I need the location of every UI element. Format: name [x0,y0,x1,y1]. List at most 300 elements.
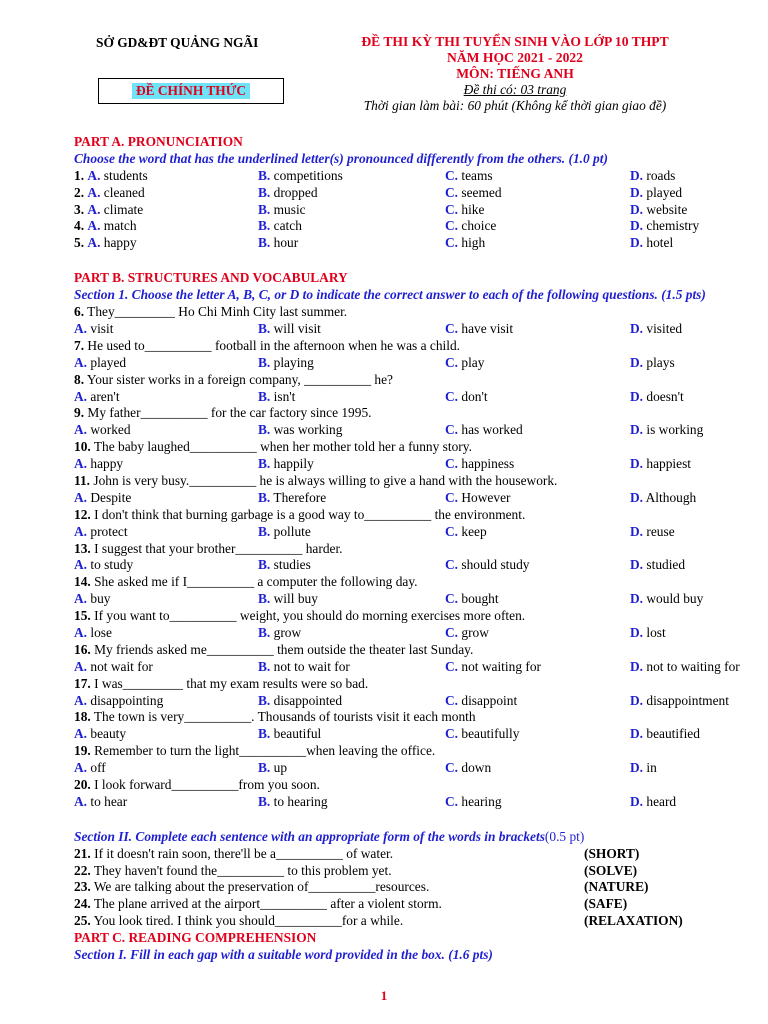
option-text: disappoint [461,692,518,708]
option-letter: D. [630,167,644,183]
option-a [74,726,126,743]
option-d [630,693,729,710]
option-text: have visit [461,320,514,336]
option-text: is working [646,422,704,438]
option-b [258,591,318,608]
department-name: SỞ GD&ĐT QUẢNG NGÃI [96,35,259,50]
option-a [74,218,137,235]
option-letter: B. [258,591,271,607]
option-letter: B. [258,793,271,809]
option-a [74,760,106,777]
option-d [630,389,684,406]
option-letter: D. [630,793,644,809]
option-letter: A. [74,726,88,742]
option-row [74,185,764,202]
part-b-title: PART B. STRUCTURES AND VOCABULARY [74,270,348,286]
page-count: Đề thi có: 03 trang [463,82,567,97]
option-row [74,794,764,811]
option-letter: A. [74,354,88,370]
option-letter: C. [445,793,459,809]
option-text: happy [103,235,137,251]
subject: MÔN: TIẾNG ANH [456,66,574,81]
option-b [258,693,342,710]
option-text: aren't [90,388,120,404]
option-d [630,591,703,608]
option-letter: C. [445,354,459,370]
option-letter: B. [258,624,271,640]
option-c [445,693,517,710]
question-number: 12. [74,506,91,522]
option-text: hotel [646,235,674,251]
section2-instruction [74,829,764,846]
option-text: lost [646,624,666,640]
question-number: 1. [74,167,85,183]
option-text: happy [90,456,124,472]
option-letter: B. [258,218,271,234]
option-letter: D. [630,523,644,539]
option-b [258,625,301,642]
option-c [445,591,499,608]
option-text: worked [90,422,131,438]
option-c [445,760,491,777]
option-a [74,168,148,185]
question-text: I look forward__________from you soon. [94,776,320,792]
option-row [74,321,764,338]
word-hint: (SOLVE) [584,862,638,878]
option-text: has worked [461,422,523,438]
question-number: 11. [74,472,90,488]
word-form-row [74,879,764,896]
option-c [445,202,484,219]
question-number: 24. [74,896,91,912]
option-letter: A. [74,760,88,776]
option-letter: B. [258,760,271,776]
question-stem [74,676,764,693]
option-letter: B. [258,388,271,404]
question-number: 10. [74,439,91,455]
option-letter: C. [445,523,459,539]
word-form-row [74,846,764,863]
option-letter: D. [630,692,644,708]
option-text: not to wait for [273,658,350,674]
question-number: 15. [74,608,91,624]
option-text: isn't [273,388,296,404]
option-letter: C. [445,167,459,183]
option-text: beauty [90,726,127,742]
option-row [74,456,764,473]
section2-instruction-text: Section II. Complete each sentence with an appropriate form of the words in brackets [74,828,545,844]
option-text: teams [461,167,493,183]
part-c-section1-instruction: Section I. Fill in each gap with a suitable word provided in the box. (1.6 pts) [74,947,493,963]
multiple-choice-questions [74,304,764,811]
option-a [74,235,137,252]
option-c [445,185,502,202]
option-c [445,355,484,372]
option-letter: D. [630,354,644,370]
question-number: 17. [74,675,91,691]
question-text: You look tired. I think you should__________for a while. [93,913,404,929]
question-number: 3. [74,201,85,217]
option-text: disappointed [273,692,343,708]
part-a-instruction: Choose the word that has the underlined letter(s) pronounced differently from the others. (1.0 pt) [74,150,608,166]
option-letter: B. [258,354,271,370]
option-text: buy [90,591,111,607]
option-d [630,524,675,541]
option-letter: A. [74,793,88,809]
option-text: up [273,760,288,776]
option-letter: C. [445,422,459,438]
option-letter: B. [258,557,271,573]
option-letter: D. [630,456,644,472]
option-row [74,693,764,710]
option-row [74,235,764,252]
option-a [74,625,112,642]
question-number: 4. [74,218,85,234]
option-text: not to waiting for [646,658,740,674]
option-text: studied [646,557,686,573]
option-a [74,321,113,338]
question-stem [74,574,764,591]
option-c [445,218,496,235]
option-letter: A. [74,557,88,573]
time-limit: Thời gian làm bài: 60 phút (Không kể thời gian giao đề) [363,98,667,113]
option-row [74,760,764,777]
official-label: ĐỀ CHÍNH THỨC [132,83,250,99]
option-row [74,659,764,676]
option-text: keep [461,523,487,539]
option-text: website [646,201,688,217]
option-text: happiest [646,456,692,472]
question-number: 20. [74,776,91,792]
word-form-row [74,863,764,880]
part-c-title: PART C. READING COMPREHENSION [74,930,317,946]
option-text: beautified [646,726,700,742]
option-text: beautiful [273,726,322,742]
option-a [74,591,110,608]
option-text: happily [273,456,314,472]
question-text: They haven't found the__________ to this problem yet. [93,862,392,878]
option-text: playing [273,354,314,370]
option-letter: B. [258,167,271,183]
question-number: 18. [74,709,91,725]
question-text: She asked me if I__________ a computer the following day. [94,574,418,590]
option-letter: B. [258,658,271,674]
option-d [630,235,673,252]
question-text: If you want to__________ weight, you should do morning exercises more often. [94,608,526,624]
option-b [258,389,295,406]
option-letter: A. [74,624,88,640]
option-row [74,591,764,608]
option-letter: B. [258,692,271,708]
option-letter: D. [630,218,644,234]
option-letter: A. [74,658,88,674]
option-c [445,321,513,338]
option-d [630,760,657,777]
option-text: to hearing [273,793,328,809]
option-text: don't [461,388,488,404]
option-a [74,490,131,507]
option-text: Despite [90,489,132,505]
option-text: plays [646,354,675,370]
option-text: Therefore [273,489,327,505]
option-text: high [461,235,486,251]
option-d [630,794,676,811]
part-a-title: PART A. PRONUNCIATION [74,134,243,149]
option-text: not waiting for [461,658,541,674]
option-c [445,389,488,406]
option-letter: C. [445,624,459,640]
option-letter: A. [87,201,101,217]
option-b [258,524,311,541]
option-text: hike [461,201,485,217]
option-text: grow [273,624,302,640]
option-letter: B. [258,201,271,217]
option-a [74,389,120,406]
option-b [258,659,350,676]
question-text: John is very busy.__________ he is always willing to give a hand with the housework. [93,472,558,488]
question-text: We are talking about the preservation of__________resources. [93,879,430,895]
option-d [630,218,699,235]
question-stem [74,608,764,625]
option-text: played [90,354,127,370]
official-stamp-box [98,78,284,104]
question-text: I don't think that burning garbage is a good way to__________ the environment. [94,506,526,522]
question-number: 19. [74,743,91,759]
option-letter: D. [630,422,644,438]
question-text: The baby laughed__________ when her mother told her a funny story. [93,439,472,455]
option-letter: A. [87,184,101,200]
word-hint: (SHORT) [584,845,640,861]
option-letter: C. [445,218,459,234]
option-letter: C. [445,184,459,200]
option-b [258,422,342,439]
option-row [74,355,764,372]
section2-points: (0.5 pt) [544,828,585,844]
option-letter: B. [258,320,271,336]
question-stem [74,743,764,760]
option-a [74,524,128,541]
option-letter: B. [258,489,271,505]
question-stem [74,541,764,558]
option-a [74,794,127,811]
option-d [630,490,696,507]
option-text: hearing [461,793,502,809]
option-letter: A. [74,388,88,404]
option-letter: A. [74,523,88,539]
option-text: reuse [646,523,675,539]
option-b [258,321,321,338]
option-text: music [273,201,306,217]
option-b [258,185,318,202]
option-letter: A. [74,591,88,607]
option-c [445,490,510,507]
option-text: will visit [273,320,321,336]
question-stem [74,642,764,659]
word-hint: (NATURE) [584,879,649,895]
option-d [630,168,675,185]
question-stem [74,507,764,524]
option-a [74,202,143,219]
question-number: 7. [74,337,85,353]
option-letter: C. [445,557,459,573]
question-text: My friends asked me__________ them outside the theater last Sunday. [94,641,474,657]
option-text: in [646,760,657,776]
option-text: down [461,760,492,776]
option-text: chemistry [646,218,700,234]
option-letter: C. [445,456,459,472]
question-text: I was_________ that my exam results were so bad. [94,675,369,691]
option-letter: A. [87,167,101,183]
section1-instruction: Section 1. Choose the letter A, B, C, or D to indicate the correct answer to each of the following questions. (1.5 pts) [74,287,706,303]
option-letter: C. [445,726,459,742]
question-stem [74,709,764,726]
option-text: visit [90,320,114,336]
option-d [630,422,703,439]
option-a [74,355,126,372]
option-d [630,321,682,338]
option-letter: A. [87,235,101,251]
option-letter: A. [74,320,88,336]
question-number: 5. [74,235,85,251]
option-letter: D. [630,184,644,200]
option-a [74,185,145,202]
exam-title: ĐỀ THI KỲ THI TUYỂN SINH VÀO LỚP 10 THPT [361,34,669,49]
option-text: heard [646,793,677,809]
option-b [258,355,314,372]
question-text: The plane arrived at the airport__________ after a violent storm. [93,896,442,912]
option-letter: B. [258,726,271,742]
question-text: If it doesn't rain soon, there'll be a__________ of water. [94,845,394,861]
option-c [445,422,523,439]
exam-header [330,34,700,114]
option-letter: C. [445,388,459,404]
option-row [74,218,764,235]
option-row [74,726,764,743]
option-text: off [90,760,106,776]
option-c [445,168,493,185]
option-text: disappointment [646,692,729,708]
option-text: beautifully [461,726,520,742]
option-text: will buy [273,591,318,607]
question-number: 21. [74,845,91,861]
option-text: climate [103,201,144,217]
option-row [74,625,764,642]
option-c [445,625,489,642]
option-text: grow [461,624,489,640]
question-number: 9. [74,405,85,421]
option-a [74,693,163,710]
option-text: protect [90,523,128,539]
question-number: 25. [74,913,91,929]
word-hint: (RELAXATION) [584,913,683,929]
option-b [258,794,328,811]
option-text: students [103,167,148,183]
option-c [445,456,514,473]
word-form-questions [74,846,764,930]
exam-content [74,134,764,964]
option-letter: B. [258,523,271,539]
question-number: 23. [74,879,91,895]
option-text: was working [273,422,343,438]
option-text: play [461,354,485,370]
page-number: 1 [380,988,388,1003]
option-row [74,389,764,406]
question-number: 8. [74,371,85,387]
option-a [74,659,153,676]
option-letter: C. [445,235,459,251]
option-letter: A. [74,692,88,708]
option-text: would buy [646,591,704,607]
word-form-row [74,913,764,930]
option-letter: A. [74,456,88,472]
option-letter: D. [630,235,644,251]
option-d [630,557,685,574]
option-text: disappointing [90,692,164,708]
school-year: NĂM HỌC 2021 - 2022 [447,50,583,65]
question-text: The town is very__________. Thousands of tourists visit it each month [93,709,476,725]
question-text: My father__________ for the car factory since 1995. [87,405,372,421]
option-c [445,726,519,743]
option-a [74,422,131,439]
option-b [258,218,302,235]
option-c [445,794,502,811]
option-b [258,557,311,574]
option-row [74,557,764,574]
option-text: visited [646,320,683,336]
option-letter: D. [630,388,644,404]
option-letter: C. [445,320,459,336]
option-letter: C. [445,489,459,505]
option-d [630,202,687,219]
option-c [445,659,541,676]
option-b [258,456,314,473]
question-number: 6. [74,304,85,320]
pronunciation-questions [74,168,764,252]
question-text: I suggest that your brother__________ harder. [94,540,343,556]
option-text: dropped [273,184,318,200]
question-stem [74,338,764,355]
option-b [258,235,298,252]
option-letter: B. [258,456,271,472]
option-text: should study [461,557,530,573]
word-form-row [74,896,764,913]
word-hint: (SAFE) [584,896,628,912]
option-text: hour [273,235,299,251]
option-text: not wait for [90,658,153,674]
option-text: cleaned [103,184,145,200]
option-letter: D. [630,658,644,674]
option-b [258,168,343,185]
option-text: seemed [461,184,502,200]
option-letter: C. [445,692,459,708]
option-text: lose [90,624,112,640]
option-text: to study [90,557,134,573]
option-text: choice [461,218,497,234]
option-row [74,524,764,541]
option-text: happiness [461,456,515,472]
question-number: 14. [74,574,91,590]
option-d [630,456,691,473]
option-c [445,557,529,574]
option-text: However [461,489,511,505]
question-text: Your sister works in a foreign company, __________ he? [86,371,393,387]
option-row [74,422,764,439]
option-text: match [103,218,137,234]
option-d [630,185,682,202]
option-letter: A. [74,489,88,505]
option-d [630,625,666,642]
option-letter: D. [630,201,644,217]
